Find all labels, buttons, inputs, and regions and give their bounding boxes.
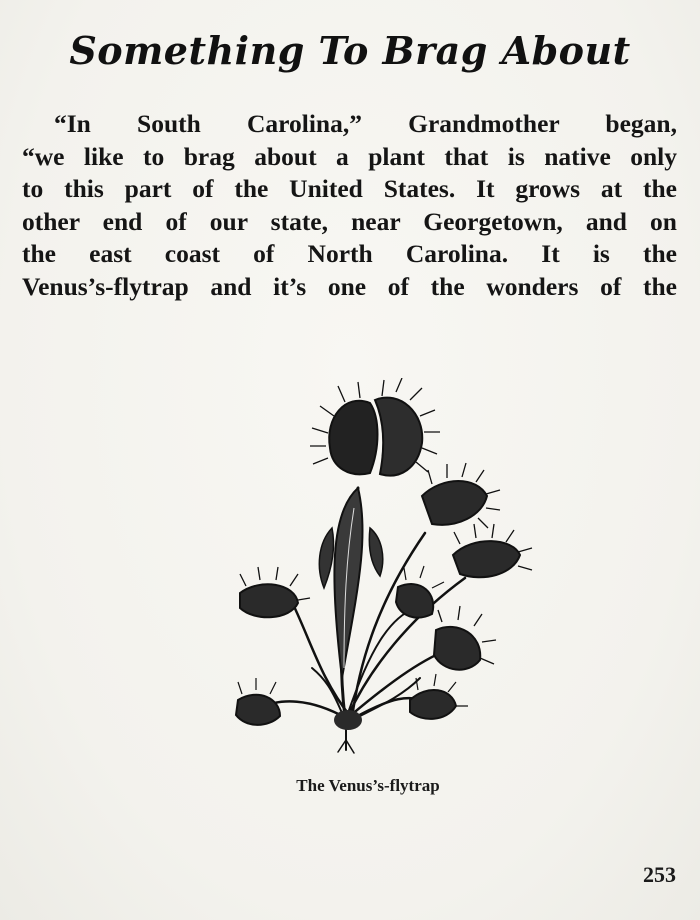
paragraph-line-2: “we like to brag about a plant that is native only [22,141,677,171]
paragraph-line-3: to this part of the United States. It grows at the [22,174,677,203]
page-number: 253 [643,862,676,887]
paragraph-line-1: “In South Carolina,” Grandmother began, [54,109,677,138]
paragraph [22,108,677,303]
figure-caption: The Venus’s-flytrap [296,776,440,795]
paragraph-line-4: other end of our state, near Georgetown, and on [22,206,677,236]
paragraph-line-5: the east coast of North Carolina. It is the [22,239,677,268]
page-title: Something To Brag About [69,28,631,73]
paragraph-line-6: Venus’s-flytrap and it’s one of the wonders of the [22,271,677,301]
venus-flytrap-icon [220,378,540,758]
